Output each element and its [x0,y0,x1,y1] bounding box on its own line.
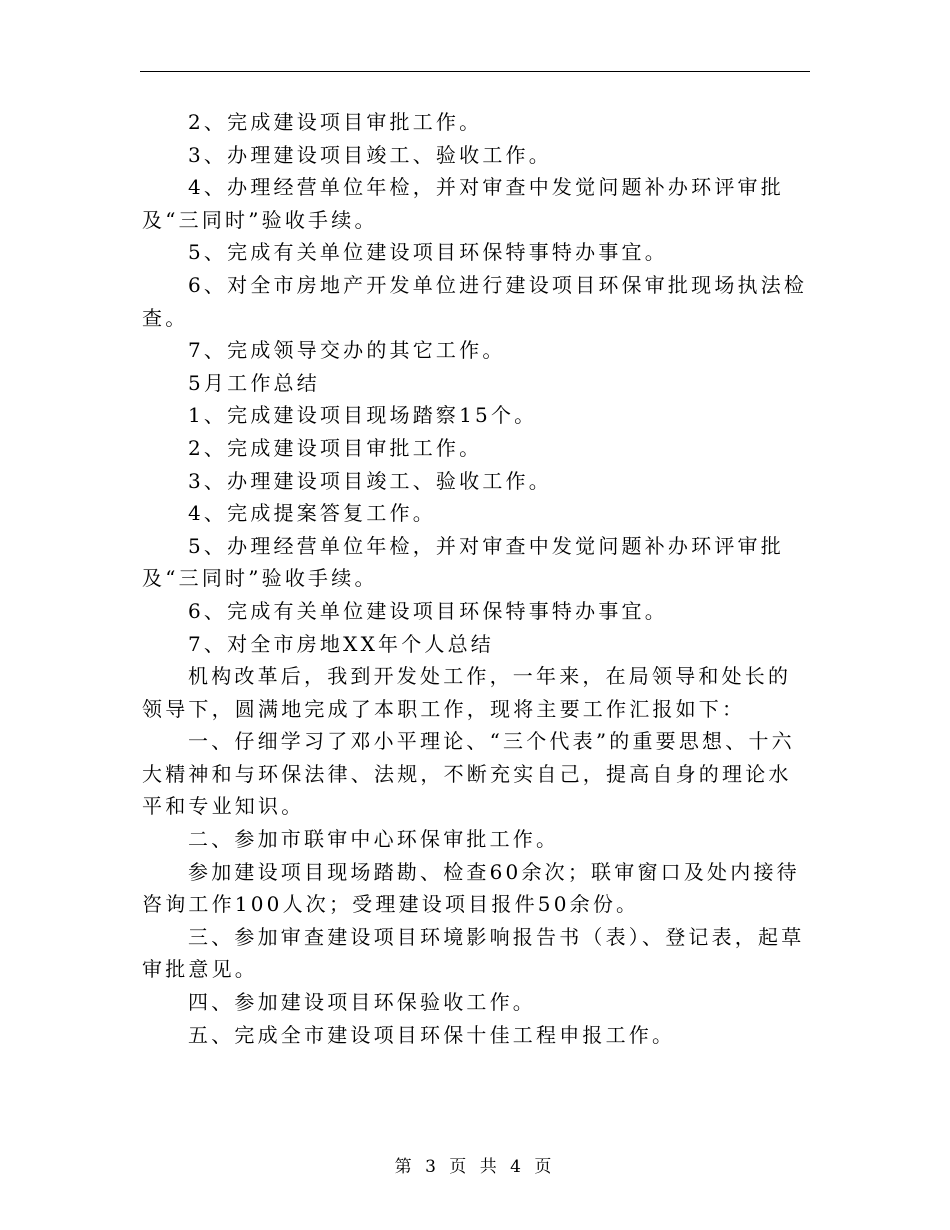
paragraph: 6、对全市房地产开发单位进行建设项目环保审批现场执法检查。 [142,272,808,330]
paragraph: 7、对全市房地XX年个人总结 [188,631,495,656]
paragraph: 5、办理经营单位年检，并对审查中发觉问题补办环评审批及“三同时”验收手续。 [142,533,784,591]
paragraph: 3、办理建设项目竣工、验收工作。 [188,468,552,493]
paragraph: 4、办理经营单位年检，并对审查中发觉问题补办环评审批及“三同时”验收手续。 [142,175,784,232]
paragraph: 6、完成有关单位建设项目环保特事特办事宜。 [188,598,668,623]
page-number-footer: 第 3 页 共 4 页 [394,1157,556,1177]
paragraph: 4、完成提案答复工作。 [188,501,436,526]
paragraph: 参加建设项目现场踏勘、检查60余次；联审窗口及处内接待咨询工作100人次；受理建设项目报件50余份。 [142,859,800,917]
paragraph: 机构改革后，我到开发处工作，一年来，在局领导和处长的领导下，圆满地完成了本职工作，现将主要工作汇报如下： [142,664,792,721]
paragraph: 二、参加市联审中心环保审批工作。 [188,827,560,852]
paragraph: 一、仔细学习了邓小平理论、“三个代表”的重要思想、十六大精神和与环保法律、法规，不断充实自己，提高自身的理论水平和专业知识。 [142,729,795,819]
paragraph: 五、完成全市建设项目环保十佳工程申报工作。 [188,1022,676,1047]
paragraph: 2、完成建设项目审批工作。 [188,110,483,134]
paragraph: 7、完成领导交办的其它工作。 [188,338,506,363]
paragraph: 三、参加审查建设项目环境影响报告书（表）、登记表，起草审批意见。 [142,924,805,982]
paragraph: 5、完成有关单位建设项目环保特事特办事宜。 [188,240,668,265]
paragraph: 2、完成建设项目审批工作。 [188,435,483,460]
section-heading: 5月工作总结 [188,370,320,395]
header-rule [140,71,810,72]
paragraph: 3、办理建设项目竣工、验收工作。 [188,142,552,167]
paragraph: 四、参加建设项目环保验收工作。 [188,990,536,1015]
paragraph: 1、完成建设项目现场踏察15个。 [188,403,538,428]
document-body [142,106,810,1051]
